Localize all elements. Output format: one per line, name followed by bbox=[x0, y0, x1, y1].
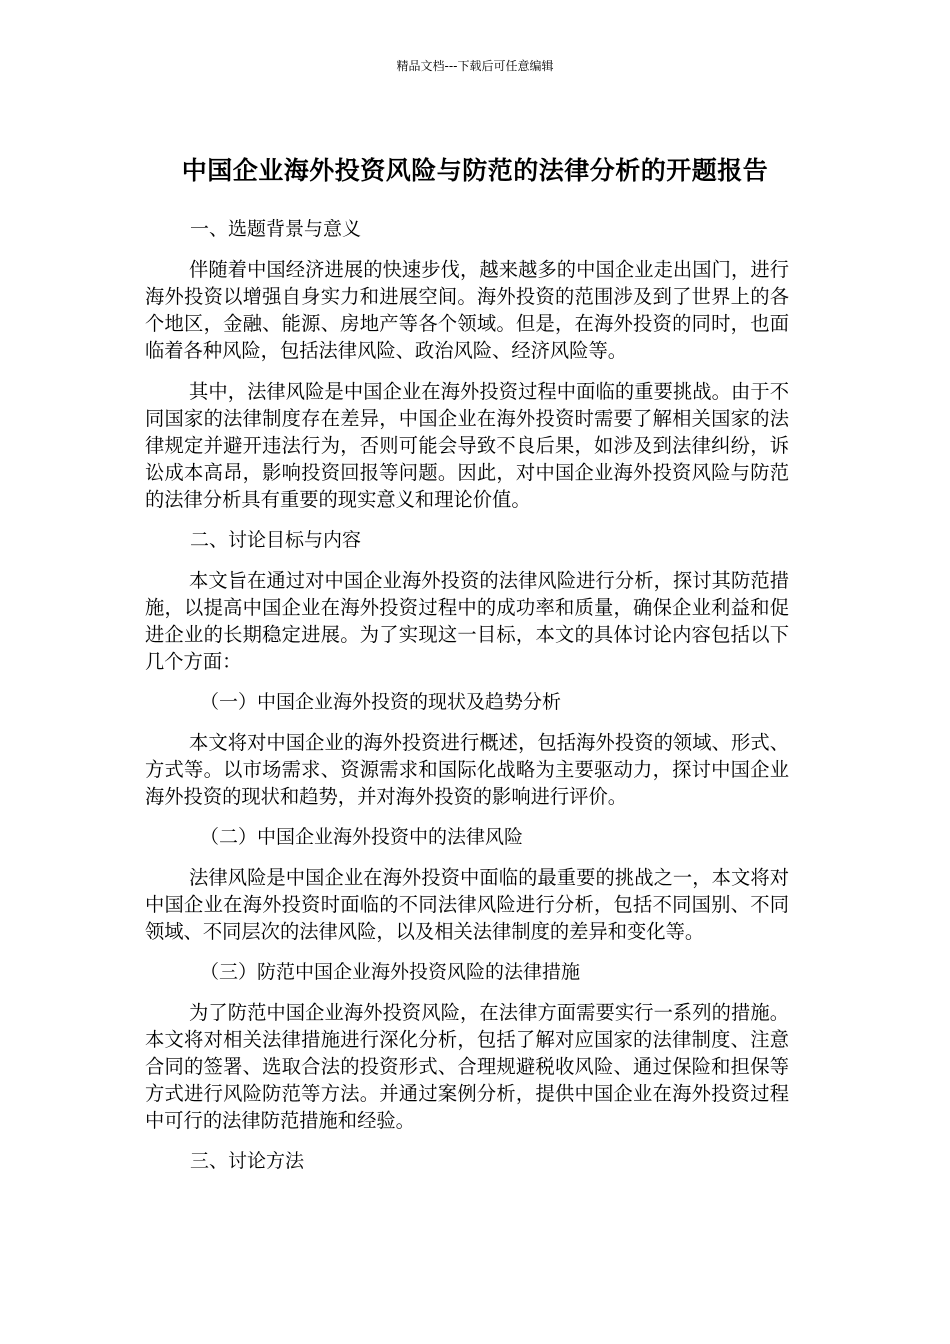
subsection-heading-3: （三）防范中国企业海外投资风险的法律措施 bbox=[200, 961, 581, 983]
paragraph: 本文将对中国企业的海外投资进行概述，包括海外投资的领域、形式、方式等。以市场需求、资源需求和国际化战略为主要驱动力，探讨中国企业海外投资的现状和趋势，并对海外投资的影响进行评价。 bbox=[145, 731, 789, 808]
section-heading-1: 一、选题背景与意义 bbox=[190, 218, 362, 240]
paragraph: 为了防范中国企业海外投资风险，在法律方面需要实行一系列的措施。本文将对相关法律措施进行深化分析，包括了解对应国家的法律制度、注意合同的签署、选取合法的投资形式、合理规避税收风险、通过保险和担保等方式进行风险防范等方法。并通过案例分析，提供中国企业在海外投资过程中可行的法律防范措施和经验。 bbox=[145, 1001, 789, 1132]
document-body bbox=[145, 210, 789, 1182]
paragraph: 法律风险是中国企业在海外投资中面临的最重要的挑战之一，本文将对中国企业在海外投资时面临的不同法律风险进行分析，包括不同国别、不同领域、不同层次的法律风险，以及相关法律制度的差异和变化等。 bbox=[145, 866, 789, 943]
paragraph: 其中，法律风险是中国企业在海外投资过程中面临的重要挑战。由于不同国家的法律制度存在差异，中国企业在海外投资时需要了解相关国家的法律规定并避开违法行为，否则可能会导致不良后果，如涉及到法律纠纷，诉讼成本高昂，影响投资回报等问题。因此，对中国企业海外投资风险与防范的法律分析具有重要的现实意义和理论价值。 bbox=[145, 380, 789, 511]
document-title: 中国企业海外投资风险与防范的法律分析的开题报告 bbox=[181, 155, 769, 185]
subsection-heading-1: （一）中国企业海外投资的现状及趋势分析 bbox=[200, 691, 562, 713]
page-header-note: 精品文档---下载后可任意编辑 bbox=[396, 59, 554, 73]
section-heading-2: 二、讨论目标与内容 bbox=[190, 529, 362, 551]
paragraph: 伴随着中国经济进展的快速步伐，越来越多的中国企业走出国门，进行海外投资以增强自身实力和进展空间。海外投资的范围涉及到了世界上的各个地区，金融、能源、房地产等各个领域。但是，在海外投资的同时，也面临着各种风险，包括法律风险、政治风险、经济风险等。 bbox=[145, 258, 789, 362]
section-heading-3: 三、讨论方法 bbox=[190, 1150, 305, 1172]
paragraph: 本文旨在通过对中国企业海外投资的法律风险进行分析，探讨其防范措施，以提高中国企业在海外投资过程中的成功率和质量，确保企业利益和促进企业的长期稳定进展。为了实现这一目标，本文的具体讨论内容包括以下几个方面： bbox=[145, 569, 789, 673]
subsection-heading-2: （二）中国企业海外投资中的法律风险 bbox=[200, 826, 524, 848]
